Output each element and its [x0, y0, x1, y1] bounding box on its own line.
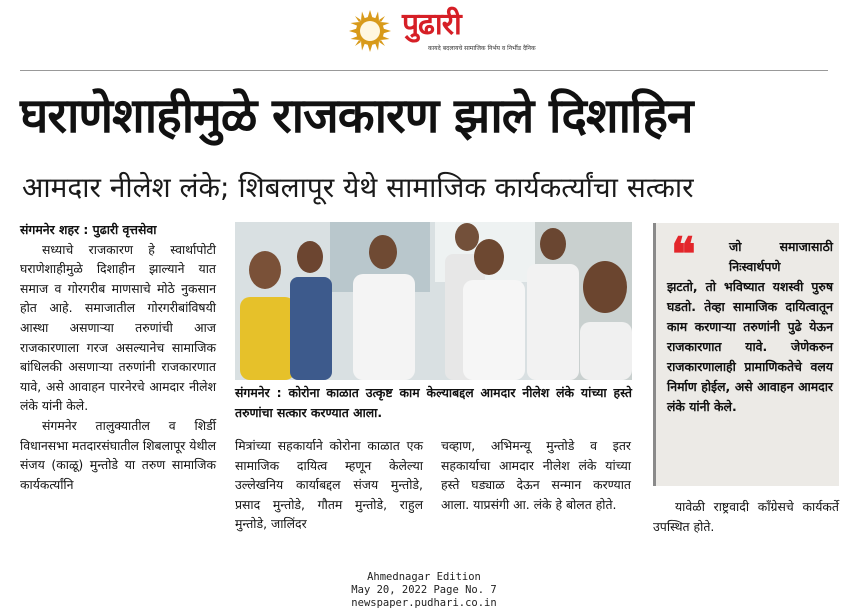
- masthead-tagline: कायदे बदलायचे सामाजिक निर्भय व निर्भीड दैनिक: [428, 45, 536, 52]
- quote-mark-icon: ❝: [671, 227, 696, 281]
- article-paragraph: संगमनेर तालुक्यातील व शिर्डी विधानसभा मतदारसंघातील शिबलापूर येथील संजय (काळू) मुन्तोडे या तरुण सामाजिक कार्यकर्त्यांनि: [20, 417, 216, 492]
- masthead-rule: [20, 70, 828, 71]
- pull-quote-text: [667, 237, 833, 417]
- photo-caption: संगमनेर : कोरोना काळात उत्कृष्ट काम केल्याबद्दल आमदार नीलेश लंके यांच्या हस्ते तरुणांचा सत्कार करण्यात आला.: [235, 385, 632, 420]
- article-column-2: [235, 436, 423, 534]
- headline: घराणेशाहीमुळे राजकारण झाले दिशाहिन: [20, 88, 693, 144]
- article-paragraph: चव्हाण, अभिमन्यू मुन्तोडे व इतर सहकार्याचा आमदार नीलेश लंके यांच्या हस्ते घड्याळ देऊन सन्मान करण्यात आला. याप्रसंगी आ. लंके हे बोलत होते.: [441, 438, 631, 512]
- article-paragraph: मित्रांच्या सहकार्याने कोरोना काळात एक सामाजिक दायित्व म्हणून केलेल्या उल्लेखनिय कार्याबद्दल संजय मुन्तोडे, प्रसाद मुन्तोडे, गौतम मुन्तोडे, राहुल मुन्तोडे, जालिंदर: [235, 438, 423, 532]
- event-photo: [235, 222, 632, 380]
- dateline: संगमनेर शहर : पुढारी वृत्तसेवा: [20, 222, 157, 237]
- footer-edition: Ahmednagar Edition: [367, 571, 481, 583]
- footer-site: newspaper.pudhari.co.in: [351, 597, 497, 609]
- article-column-3: [441, 436, 631, 514]
- masthead: [0, 0, 848, 66]
- pull-quote-lead: जो समाजासाठी निःस्वार्थपणे: [729, 239, 833, 274]
- brand-logo: पुढारी: [402, 7, 461, 42]
- article-column-4: [653, 497, 839, 536]
- event-photo-illustration: [235, 222, 632, 380]
- article-paragraph: सध्याचे राजकारण हे स्वार्थापोटी घराणेशाहीमुळे दिशाहीन झाल्याने यात समाज व गोरगरीब माणसाचे मोठे नुकसान होत आहे. समाजातील गोरगरीबांविषयी आस्था असणाऱ्या तरुणांची आज राजकारणाला गरज असल्यानेच सामाजिक बांधिलकी असणाऱ्या तरुणांनी राजकारणात यावे, असे आवाहन पारनेरचे आमदार नीलेश लंके यांनी केले.: [20, 241, 216, 414]
- pull-quote: [653, 223, 839, 486]
- article-column-1: [20, 220, 216, 494]
- footer-date-page: May 20, 2022 Page No. 7: [351, 584, 497, 596]
- subheadline: आमदार नीलेश लंके; शिबलापूर येथे सामाजिक कार्यकर्त्यांचा सत्कार: [22, 171, 694, 204]
- article-paragraph: यावेळी राष्ट्रवादी काँग्रेसचे कार्यकर्ते उपस्थित होते.: [653, 499, 839, 534]
- emblem-seal-icon: [349, 10, 391, 52]
- pull-quote-bar: [653, 223, 656, 486]
- pull-quote-body: झटतो, तो भविष्यात यशस्वी पुरुष घडतो. तेव्हा सामाजिक दायित्वातून काम करणाऱ्या तरुणांनी पुढे येऊन राजकारणात यावे. जेणेकरुन राजकारणालाही प्रामाणिकतेचे वलय निर्माण होईल, असे आवाहन आमदार लंके यांनी केले.: [667, 279, 833, 414]
